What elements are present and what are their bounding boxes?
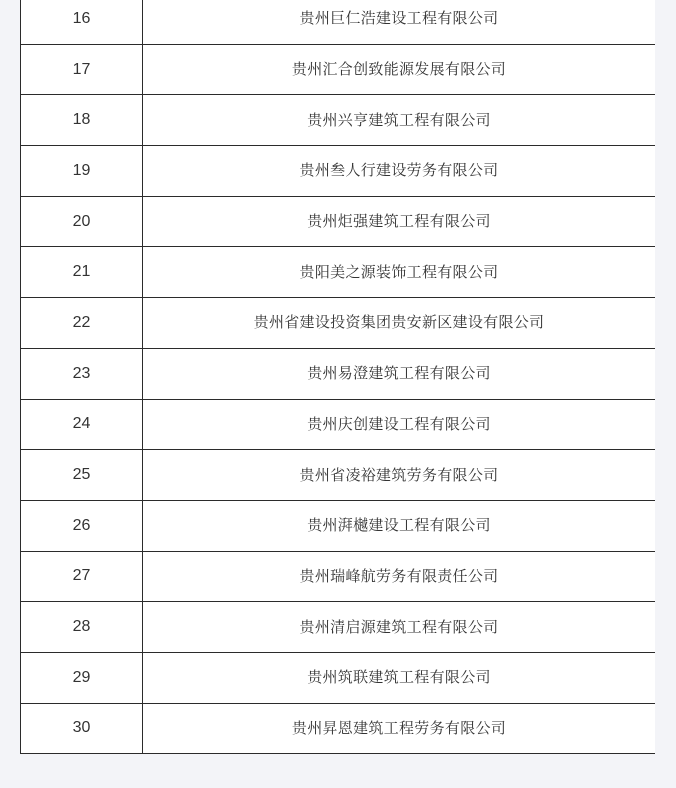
row-number-cell: 18 [21, 95, 143, 146]
row-number-cell: 26 [21, 500, 143, 551]
table-row [21, 551, 656, 602]
table-row [21, 247, 656, 298]
company-name-cell: 贵州兴亨建筑工程有限公司 [143, 95, 656, 146]
row-number-cell: 20 [21, 196, 143, 247]
table-row [21, 348, 656, 399]
company-name-cell: 贵州庆创建设工程有限公司 [143, 399, 656, 450]
table-row [21, 95, 656, 146]
row-number-cell: 21 [21, 247, 143, 298]
table-row [21, 196, 656, 247]
company-name-cell: 贵州汇合创致能源发展有限公司 [143, 44, 656, 95]
row-number-cell: 30 [21, 703, 143, 754]
company-name-cell: 贵州湃樾建设工程有限公司 [143, 500, 656, 551]
table-row [21, 703, 656, 754]
row-number-cell: 19 [21, 146, 143, 197]
row-number-cell: 23 [21, 348, 143, 399]
table-row [21, 44, 656, 95]
company-list-table-container [20, 0, 655, 754]
row-number-cell: 27 [21, 551, 143, 602]
row-number-cell: 28 [21, 602, 143, 653]
company-name-cell: 贵州巨仁浩建设工程有限公司 [143, 0, 656, 44]
company-name-cell: 贵州清启源建筑工程有限公司 [143, 602, 656, 653]
company-name-cell: 贵州易澄建筑工程有限公司 [143, 348, 656, 399]
company-name-cell: 贵阳美之源装饰工程有限公司 [143, 247, 656, 298]
table-row [21, 500, 656, 551]
company-name-cell: 贵州昇恩建筑工程劳务有限公司 [143, 703, 656, 754]
company-name-cell: 贵州瑞峰航劳务有限责任公司 [143, 551, 656, 602]
row-number-cell: 24 [21, 399, 143, 450]
table-row [21, 399, 656, 450]
table-row [21, 0, 656, 44]
table-row [21, 450, 656, 501]
row-number-cell: 22 [21, 298, 143, 349]
row-number-cell: 25 [21, 450, 143, 501]
row-number-cell: 17 [21, 44, 143, 95]
company-list-table [20, 0, 656, 754]
table-row [21, 298, 656, 349]
company-name-cell: 贵州叁人行建设劳务有限公司 [143, 146, 656, 197]
row-number-cell: 16 [21, 0, 143, 44]
company-name-cell: 贵州筑联建筑工程有限公司 [143, 652, 656, 703]
table-row [21, 146, 656, 197]
company-name-cell: 贵州省凌裕建筑劳务有限公司 [143, 450, 656, 501]
table-row [21, 602, 656, 653]
table-row [21, 652, 656, 703]
company-name-cell: 贵州炬强建筑工程有限公司 [143, 196, 656, 247]
row-number-cell: 29 [21, 652, 143, 703]
page-margin-strip [655, 0, 676, 788]
company-name-cell: 贵州省建设投资集团贵安新区建设有限公司 [143, 298, 656, 349]
